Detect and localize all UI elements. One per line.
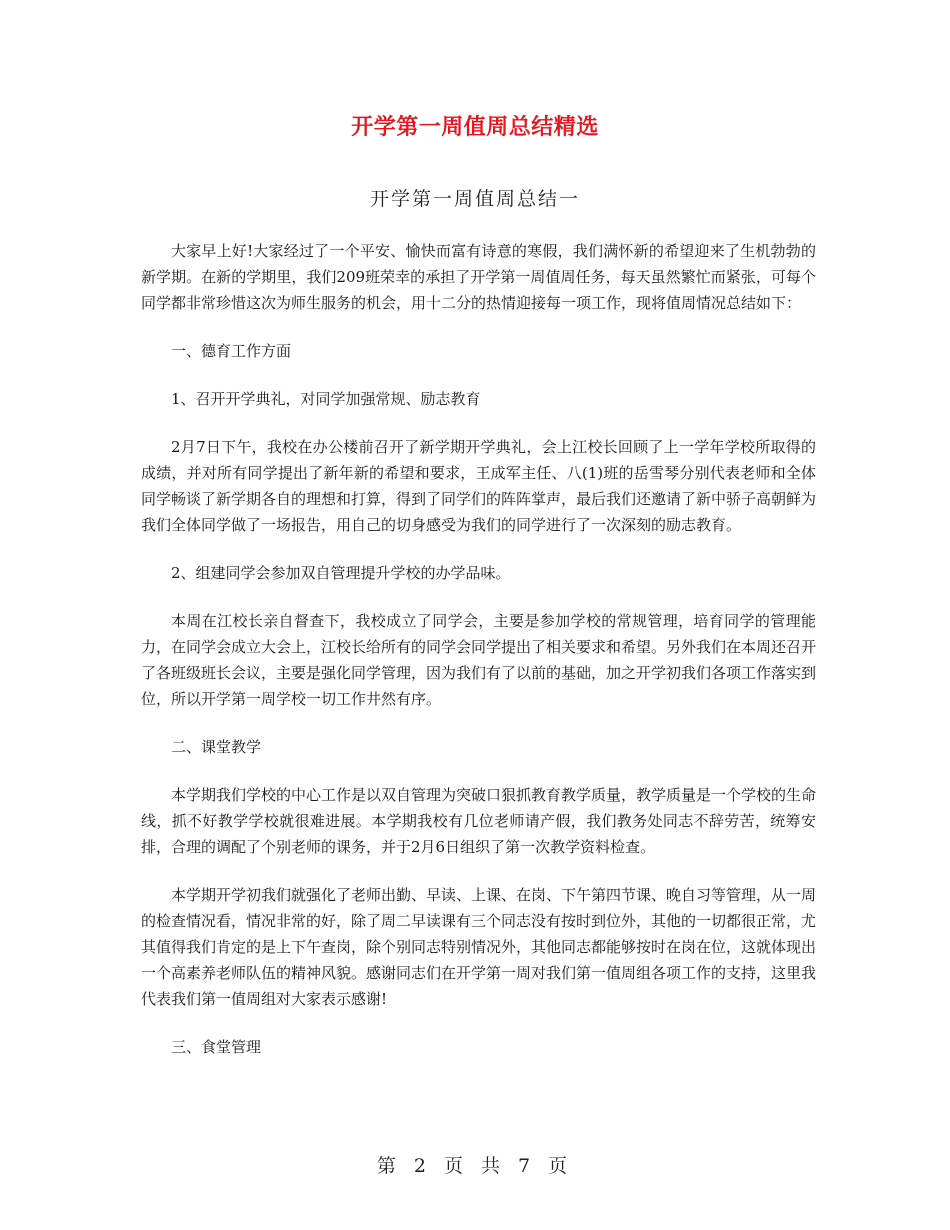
subheading-opening-ceremony: 1、召开开学典礼，对同学加强常规、励志教育 [171,390,481,408]
heading-classroom-teaching: 二、课堂教学 [171,738,262,756]
subheading-student-union: 2、组建同学会参加双自管理提升学校的办学品味。 [171,564,511,582]
paragraph-opening-ceremony: 2月7日下午，我校在办公楼前召开了新学期开学典礼，会上江校长回顾了上一学年学校所取得的成绩，并对所有同学提出了新年新的希望和要求，王成军主任、八(1)班的岳雪琴分别代表老师和全体同学畅谈了新学期各自的理想和打算，得到了同学们的阵阵掌声，最后我们还邀请了新中骄子高朝鲜为我们全体同学做了一场报告，用自己的切身感受为我们的同学进行了一次深刻的励志教育。 [141,438,817,534]
page-footer: 第 2 页 共 7 页 [376,1155,574,1177]
paragraph-intro: 大家早上好!大家经过了一个平安、愉快而富有诗意的寒假，我们满怀新的希望迎来了生机勃勃的新学期。在新的学期里，我们209班荣幸的承担了开学第一周值周任务，每天虽然繁忙而紧张，可每个同学都非常珍惜这次为师生服务的机会，用十二分的热情迎接每一项工作，现将值周情况总结如下： [141,242,816,312]
section-title: 开学第一周值周总结一 [369,188,580,210]
document-body [141,238,816,1082]
heading-moral-education: 一、德育工作方面 [171,342,292,360]
paragraph-student-union: 本周在江校长亲自督查下，我校成立了同学会，主要是参加学校的常规管理，培育同学的管理能力，在同学会成立大会上，江校长给所有的同学会同学提出了相关要求和希望。另外我们在本周还召开了各班级班长会议，主要是强化同学管理，因为我们有了以前的基础，加之开学初我们各项工作落实到位，所以开学第一周学校一切工作井然有序。 [141,612,817,708]
paragraph-teaching-quality: 本学期我们学校的中心工作是以双自管理为突破口狠抓教育教学质量，教学质量是一个学校的生命线，抓不好教学学校就很难进展。本学期我校有几位老师请产假，我们教务处同志不辞劳苦，统筹安排，合理的调配了个别老师的课务，并于2月6日组织了第一次教学资料检查。 [141,786,817,856]
document-title: 开学第一周值周总结精选 [351,115,599,140]
paragraph-attendance: 本学期开学初我们就强化了老师出勤、早读、上课、在岗、下午第四节课、晚自习等管理，从一周的检查情况看，情况非常的好，除了周二早读课有三个同志没有按时到位外，其他的一切都很正常，尤其值得我们肯定的是上下午查岗，除个别同志特别情况外，其他同志都能够按时在岗在位，这就体现出一个高素养老师队伍的精神风貌。感谢同志们在开学第一周对我们第一值周组各项工作的支持，这里我代表我们第一值周组对大家表示感谢! [141,886,817,1008]
heading-canteen-management: 三、食堂管理 [171,1038,262,1056]
